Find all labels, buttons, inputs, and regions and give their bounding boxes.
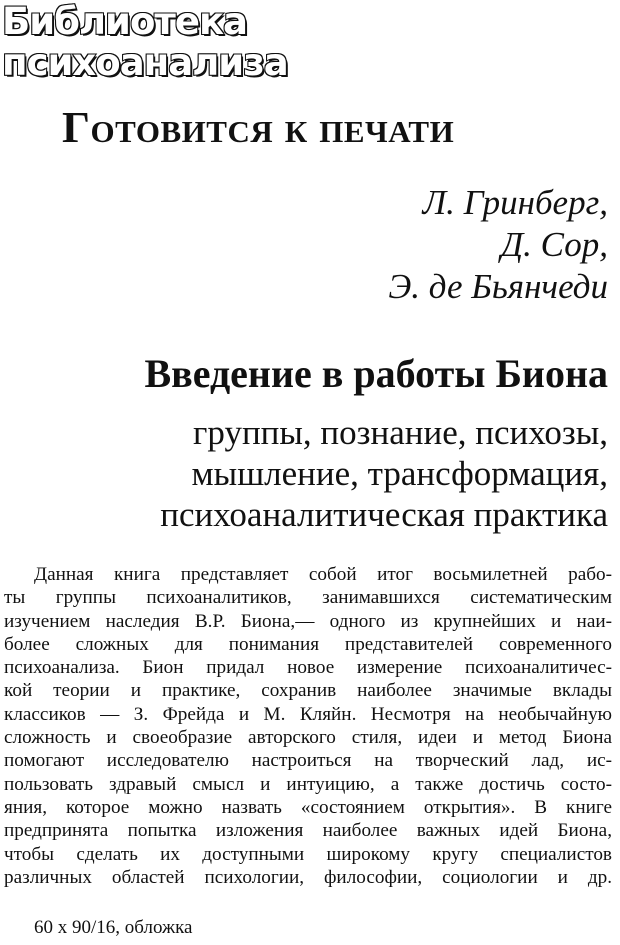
book-description (4, 563, 612, 889)
subtitle-line: психоаналитическая практика (160, 495, 608, 534)
series-name-line-2: психоанализа (2, 41, 288, 84)
description-line: изучением наследия В.Р. Биона,— одного из крупнейших и наи- (4, 610, 612, 632)
description-line: Данная книга представляет собой итог восьмилетней рабо- (34, 564, 612, 585)
description-line: яния, которое можно назвать «состоянием открытия». В книге (4, 796, 612, 818)
description-line: чтобы сделать их доступными широкому кругу специалистов (4, 843, 612, 865)
description-line: более сложных для понимания представителей современного (4, 633, 612, 655)
page-heading: Готовится к печати (62, 103, 455, 152)
series-logo (2, 2, 342, 86)
author-list (388, 182, 608, 308)
author: Л. Гринберг, (422, 183, 608, 222)
author: Д. Сор, (500, 225, 608, 264)
book-subtitle (160, 412, 608, 535)
description-line: различных областей психологии, философии, социологии и др. (4, 866, 612, 888)
description-line: психоанализа. Бион придал новое измерение психоаналитичес- (4, 657, 612, 679)
format-specs: 60 x 90/16, обложка (34, 917, 193, 938)
description-line: ты группы психоаналитиков, занимавшихся систематическим (4, 587, 612, 609)
description-line: сложность и своеобразие авторского стиля, идеи и метод Биона (4, 727, 612, 749)
description-line: кой теории и практике, сохранив наиболее значимые вклады (4, 680, 612, 702)
description-line: пользовать здравый смысл и интуицию, а также достичь состо- (4, 773, 612, 795)
series-name-line-1: Библиотека (2, 0, 248, 43)
subtitle-line: группы, познание, психозы, (193, 413, 608, 452)
description-line: классиков — З. Фрейда и М. Кляйн. Несмотря на необычайную (4, 703, 612, 725)
subtitle-line: мышление, трансформация, (191, 454, 608, 493)
book-title: Введение в работы Биона (144, 351, 608, 396)
author: Э. де Бьянчеди (388, 267, 608, 306)
description-line: помогают исследователю настроиться на творческий лад, ис- (4, 750, 612, 772)
description-line: предпринята попытка изложения наиболее важных идей Биона, (4, 820, 612, 842)
